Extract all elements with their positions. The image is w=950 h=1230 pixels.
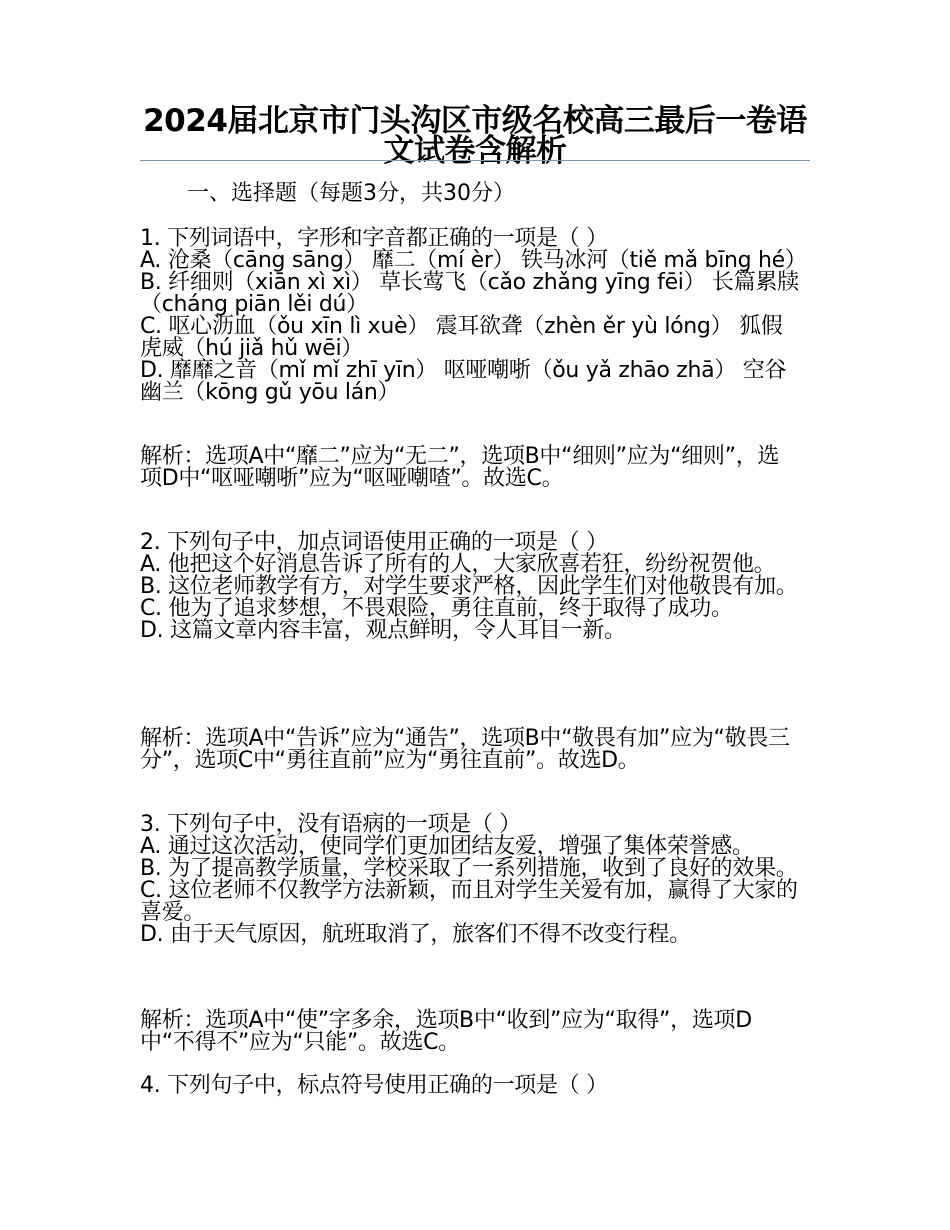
question-stem: 3. 下列句子中，没有语病的一项是（ ） [140,812,521,837]
question-option: B. 这位老师教学有方，对学生要求严格，因此学生们对他敬畏有加。 [140,574,798,599]
title-divider [140,160,810,161]
analysis-3: 解析：选项A中“使”字多余，选项B中“收到”应为“取得”，选项D中“不得不”应为“只能”。故选C。 [140,1008,752,1055]
analysis-2: 解析：选项A中“告诉”应为“通告”，选项B中“敬畏有加”应为“敬畏三分”，选项C中“勇往直前”应为“勇往直前”。故选D。 [140,726,790,773]
question-option: C. 呕心沥血（ǒu xīn lì xuè） 震耳欲聋（zhèn ěr yù lóng） 狐假虎威（hú jiǎ hǔ wēi） [140,314,783,361]
question-stem: 2. 下列句子中，加点词语使用正确的一项是（ ） [140,530,608,555]
question-option: D. 这篇文章内容丰富，观点鲜明，令人耳目一新。 [140,618,626,643]
question-stem: 1. 下列词语中，字形和字音都正确的一项是（ ） [140,226,608,251]
question-3 [140,814,800,946]
question-4 [140,1075,800,1097]
question-option: B. 为了提高教学质量，学校采取了一系列措施，收到了良好的效果。 [140,856,798,881]
analysis-1: 解析：选项A中“靡二”应为“无二”，选项B中“细则”应为“细则”，选项D中“呕哑嘲哳”应为“呕哑嘲喳”。故选C。 [140,444,780,491]
document-title: 2024届北京市门头沟区市级名校高三最后一卷语文试卷含解析 [143,103,807,169]
question-option: A. 沧桑（cāng sāng） 靡二（mí èr） 铁马冰河（tiě mǎ bīng hé） [140,248,807,273]
question-option: A. 他把这个好消息告诉了所有的人，大家欣喜若狂，纷纷祝贺他。 [140,552,776,577]
question-option: C. 这位老师不仅教学方法新颖，而且对学生关爱有加，赢得了大家的喜爱。 [140,878,798,925]
question-option: C. 他为了追求梦想，不畏艰险，勇往直前，终于取得了成功。 [140,596,733,621]
question-option: A. 通过这次活动，使同学们更加团结友爱，增强了集体荣誉感。 [140,834,754,859]
question-1 [140,226,807,405]
question-option: D. 由于天气原因，航班取消了，旅客们不得不改变行程。 [140,922,691,947]
question-2 [140,532,800,642]
question-option: B. 纤细则（xiān xì xì） 草长莺飞（cǎo zhǎng yīng fēi） 长篇累牍（cháng piān lěi dú） [140,270,799,317]
section-heading: 一、选择题（每题3分，共30分） [187,181,515,206]
question-option: D. 靡靡之音（mǐ mǐ zhī yīn） 呕哑嘲哳（ǒu yǎ zhāo zhā） 空谷幽兰（kōng gǔ yōu lán） [140,358,787,405]
question-stem: 4. 下列句子中，标点符号使用正确的一项是（ ） [140,1073,608,1098]
